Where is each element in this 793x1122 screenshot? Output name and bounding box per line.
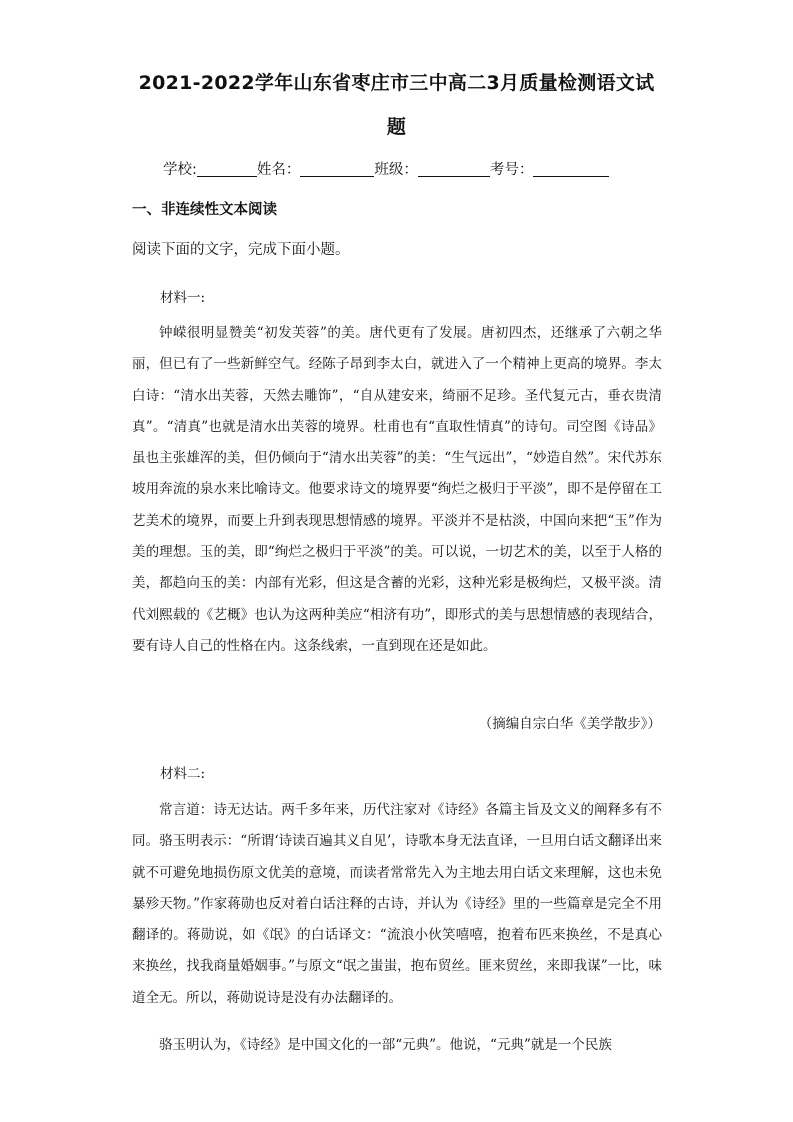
reading-instruction: 阅读下面的文字，完成下面小题。 <box>132 242 350 258</box>
document-title-line1: 2021-2022学年山东省枣庄市三中高二3月质量检测语文试 <box>138 72 655 94</box>
material-1-source: （摘编自宗白华《美学散步》） <box>478 716 661 732</box>
school-blank[interactable] <box>197 161 257 177</box>
class-label: 班级： <box>374 162 418 178</box>
section-heading: 一、非连续性文本阅读 <box>132 202 277 218</box>
material-1-label: 材料一: <box>160 290 206 306</box>
document-title-line2: 题 <box>386 116 407 138</box>
material-1-paragraph: 钟嵘很明显赞美“初发芙蓉”的美。唐代更有了发展。唐初四杰，还继承了六朝之华丽，但已有了一些新鲜空气。经陈子昂到李太白，就进入了一个精神上更高的境界。李太白诗：“清水出芙蓉，天然去雕饰”，“自从建安来，绮丽不足珍。圣代复元古，垂衣贵清真”。“清真”也就是清水出芙蓉的境界。杜甫也有“直取性情真”的诗句。司空图《诗品》虽也主张雄浑的美，但仍倾向于“清水出芙蓉”的美：“生气远出”，“妙造自然”。宋代苏东坡用奔流的泉水来比喻诗文。他要求诗文的境界要“绚烂之极归于平淡”，即不是停留在工艺美术的境界，而要上升到表现思想情感的境界。平淡并不是枯淡，中国向来把“玉”作为美的理想。玉的美，即“绚烂之极归于平淡”的美。可以说，一切艺术的美，以至于人格的美，都趋向玉的美：内部有光彩，但这是含蓄的光彩，这种光彩是极绚烂，又极平淡。清代刘熙载的《艺概》也认为这两种美应“相济有功”，即形式的美与思想情感的表现结合，要有诗人自己的性格在内。这条线索，一直到现在还是如此。 <box>132 325 662 654</box>
material-2-label: 材料二: <box>160 766 206 782</box>
exam-number-label: 考号： <box>489 162 534 178</box>
exam-number-blank[interactable] <box>533 161 609 177</box>
student-info-line <box>163 158 609 179</box>
name-blank[interactable] <box>300 161 374 177</box>
material-2-paragraph-2: 骆玉明认为，《诗经》是中国文化的一部“元典”。他说，“元典”就是一个民族 <box>159 1037 612 1053</box>
material-2-paragraph-1: 常言道：诗无达诂。两千多年来，历代注家对《诗经》各篇主旨及文义的阐释多有不同。骆玉明表示：“所谓‘诗读百遍其义自见’，诗歌本身无法直译，一旦用白话文翻译出来就不可避免地损伤原文优美的意境，而读者常常先入为主地去用白话文来理解，这也未免暴殄天物。”作家蒋勋也反对着白话注释的古诗，并认为《诗经》里的一些篇章是完全不用翻译的。蒋勋说，如《氓》的白话译文：“流浪小伙笑嘻嘻，抱着布匹来换丝，不是真心来换丝，找我商量婚姻事。”与原文“氓之蚩蚩，抱布贸丝。匪来贸丝，来即我谋”一比，味道全无。所以，蒋勋说诗是没有办法翻译的。 <box>132 802 662 1006</box>
name-label: 姓名： <box>256 162 301 178</box>
school-label: 学校: <box>163 162 197 178</box>
class-blank[interactable] <box>418 161 490 177</box>
